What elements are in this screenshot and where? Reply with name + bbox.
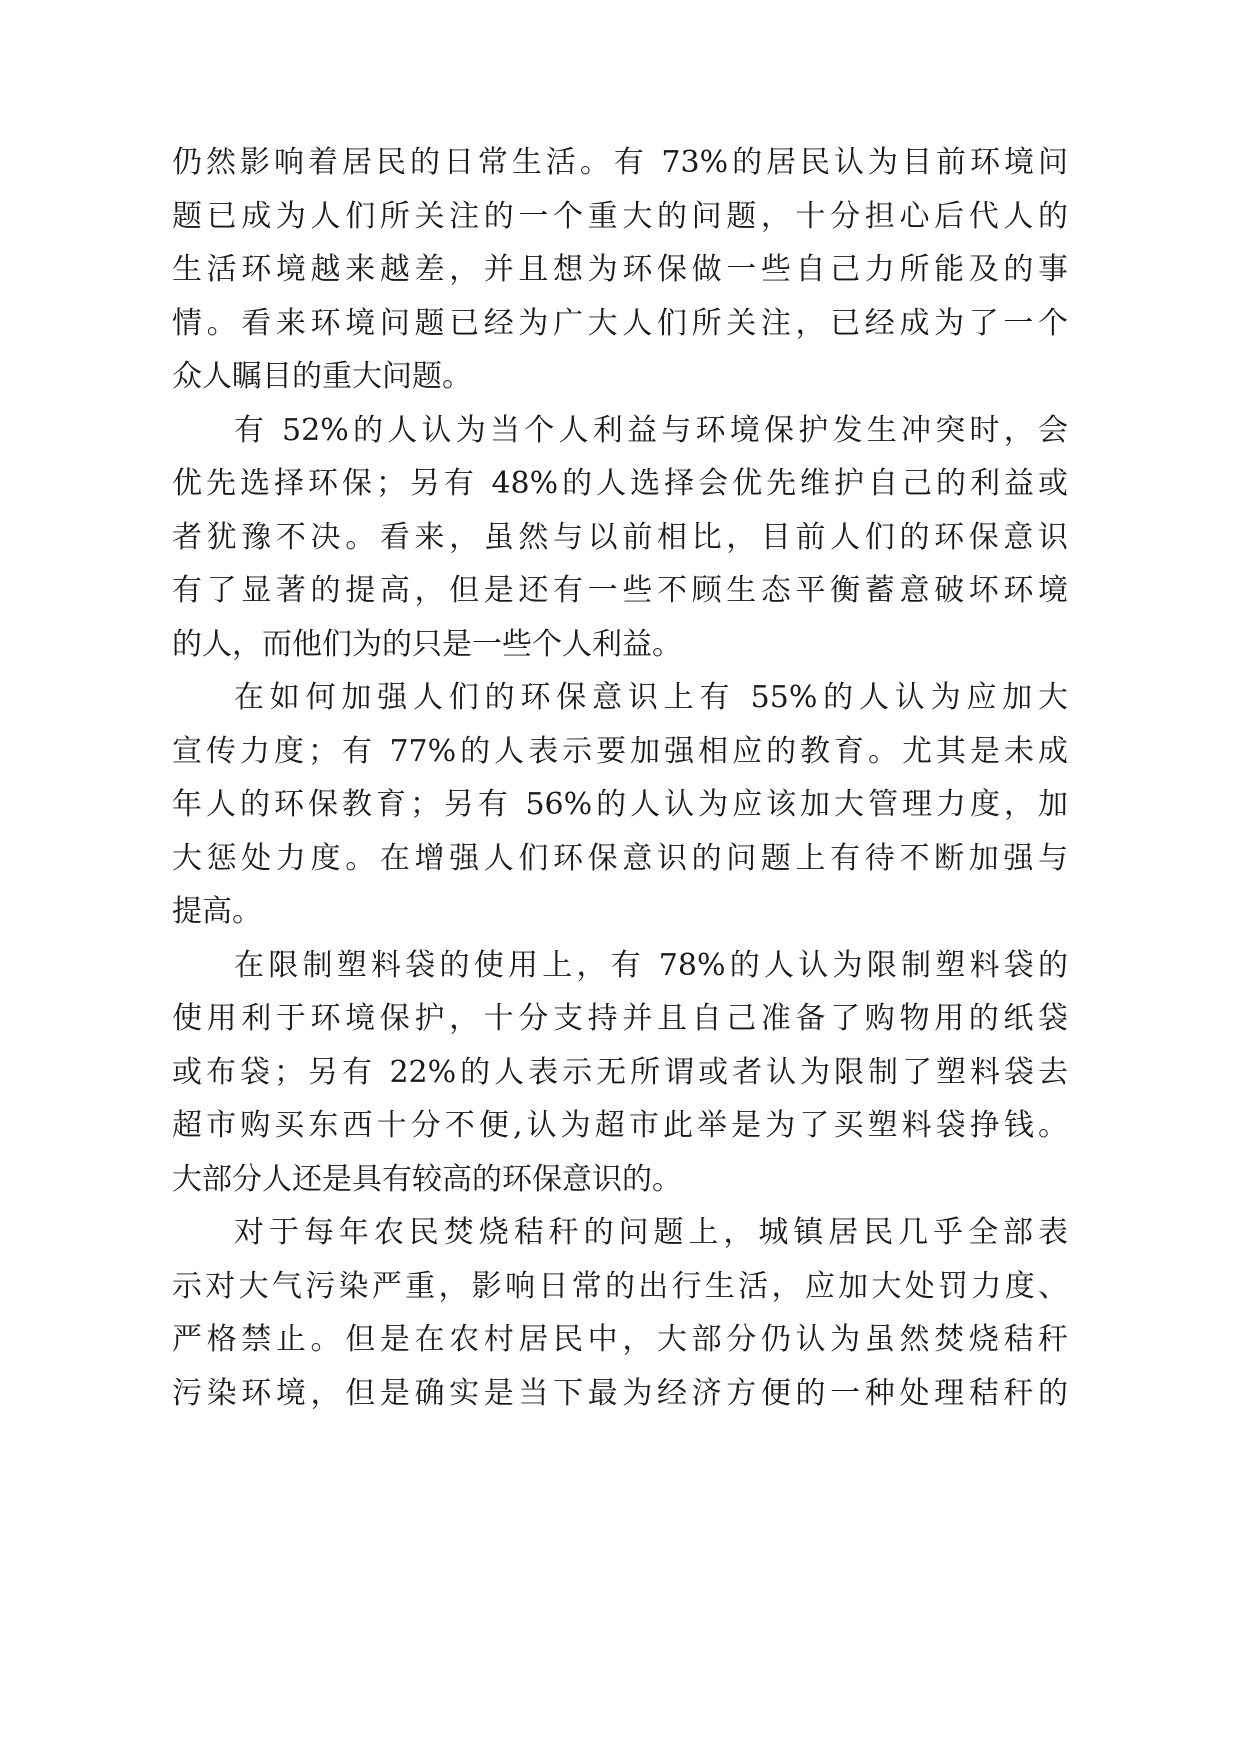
text-line: 大惩处力度。在增强人们环保意识的问题上有待不断加强与 — [172, 840, 1068, 876]
text-line: 年人的环保教育；另有 56%的人认为应该加大管理力度，加 — [172, 787, 1068, 822]
document-body — [172, 136, 1068, 1420]
text-line: 宣传力度；有 77%的人表示要加强相应的教育。尤其是未成 — [172, 733, 1068, 769]
text-line: 大部分人还是具有较高的环保意识的。 — [172, 1161, 682, 1197]
text-line: 污染环境，但是确实是当下最为经济方便的一种处理秸秆的 — [172, 1375, 1068, 1411]
paragraph-3 — [172, 671, 1068, 939]
paragraph-5 — [172, 1206, 1068, 1420]
text-line: 者犹豫不决。看来，虽然与以前相比，目前人们的环保意识 — [172, 519, 1068, 555]
text-line: 对于每年农民焚烧秸秆的问题上，城镇居民几乎全部表 — [234, 1215, 1068, 1250]
text-line: 在限制塑料袋的使用上，有 78%的人认为限制塑料袋的 — [234, 947, 1068, 983]
text-line: 提高。 — [172, 894, 262, 929]
text-line: 使用利于环境保护，十分支持并且自己准备了购物用的纸袋 — [172, 1001, 1068, 1036]
text-line: 众人瞩目的重大问题。 — [172, 359, 472, 394]
text-line: 示对大气污染严重，影响日常的出行生活，应加大处罚力度、 — [172, 1268, 1068, 1304]
text-line: 超市购买东西十分不便,认为超市此举是为了买塑料袋挣钱。 — [172, 1108, 1068, 1143]
text-line: 优先选择环保；另有 48%的人选择会优先维护自己的利益或 — [172, 466, 1068, 501]
paragraph-1 — [172, 136, 1068, 404]
paragraph-4 — [172, 939, 1068, 1207]
text-line: 的人，而他们为的只是一些个人利益。 — [172, 626, 682, 662]
text-line: 有了显著的提高，但是还有一些不顾生态平衡蓄意破坏环境 — [172, 573, 1068, 608]
paragraph-2 — [172, 404, 1068, 672]
text-line: 或布袋；另有 22%的人表示无所谓或者认为限制了塑料袋去 — [172, 1054, 1068, 1090]
text-line: 生活环境越来越差，并且想为环保做一些自己力所能及的事 — [172, 252, 1068, 287]
text-line: 严格禁止。但是在农村居民中，大部分仍认为虽然焚烧秸秆 — [172, 1322, 1068, 1357]
text-line: 题已成为人们所关注的一个重大的问题，十分担心后代人的 — [172, 198, 1068, 234]
text-line: 仍然影响着居民的日常生活。有 73%的居民认为目前环境问 — [172, 145, 1068, 180]
text-line: 情。看来环境问题已经为广大人们所关注，已经成为了一个 — [172, 305, 1068, 341]
text-line: 在如何加强人们的环保意识上有 55%的人认为应加大 — [234, 680, 1068, 715]
text-line: 有 52%的人认为当个人利益与环境保护发生冲突时，会 — [234, 412, 1068, 448]
